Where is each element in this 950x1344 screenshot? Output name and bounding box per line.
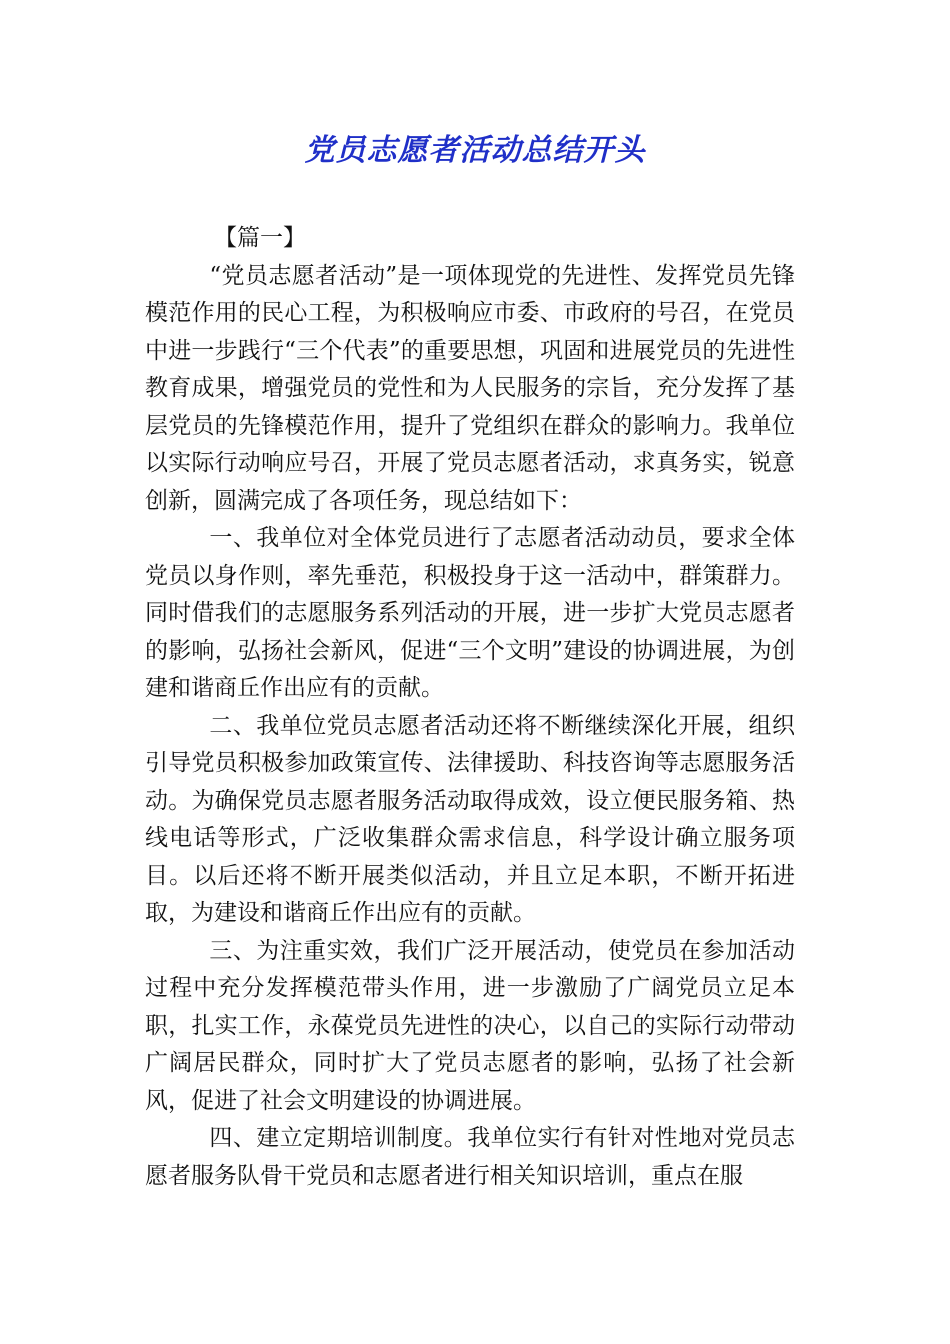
document-body [145, 220, 795, 1195]
paragraph-item-2: 二、我单位党员志愿者活动还将不断继续深化开展，组织引导党员积极参加政策宣传、法律援助、科技咨询等志愿服务活动。为确保党员志愿者服务活动取得成效，设立便民服务箱、热线电话等形式，广泛收集群众需求信息，科学设计确立服务项目。以后还将不断开展类似活动，并且立足本职，不断开拓进取，为建设和谐商丘作出应有的贡献。 [145, 712, 795, 926]
paragraph-item-3: 三、为注重实效，我们广泛开展活动，使党员在参加活动过程中充分发挥模范带头作用，进一步激励了广阔党员立足本职，扎实工作，永葆党员先进性的决心，以自己的实际行动带动广阔居民群众，同时扩大了党员志愿者的影响，弘扬了社会新风，促进了社会文明建设的协调进展。 [145, 937, 795, 1114]
paragraph-item-4: 四、建立定期培训制度。我单位实行有针对性地对党员志愿者服务队骨干党员和志愿者进行相关知识培训，重点在服 [145, 1125, 795, 1189]
document-title: 党员志愿者活动总结开头 [304, 133, 646, 168]
section-label: 【篇一】 [214, 225, 306, 251]
paragraph-intro: “党员志愿者活动”是一项体现党的先进性、发挥党员先锋模范作用的民心工程，为积极响应市委、市政府的号召，在党员中进一步践行“三个代表”的重要思想，巩固和进展党员的先进性教育成果，增强党员的党性和为人民服务的宗旨，充分发挥了基层党员的先锋模范作用，提升了党组织在群众的影响力。我单位以实际行动响应号召，开展了党员志愿者活动，求真务实，锐意创新，圆满完成了各项任务，现总结如下： [145, 262, 795, 514]
paragraph-item-1: 一、我单位对全体党员进行了志愿者活动动员，要求全体党员以身作则，率先垂范，积极投身于这一活动中，群策群力。同时借我们的志愿服务系列活动的开展，进一步扩大党员志愿者的影响，弘扬社会新风，促进“三个文明”建设的协调进展，为创建和谐商丘作出应有的贡献。 [145, 525, 795, 701]
